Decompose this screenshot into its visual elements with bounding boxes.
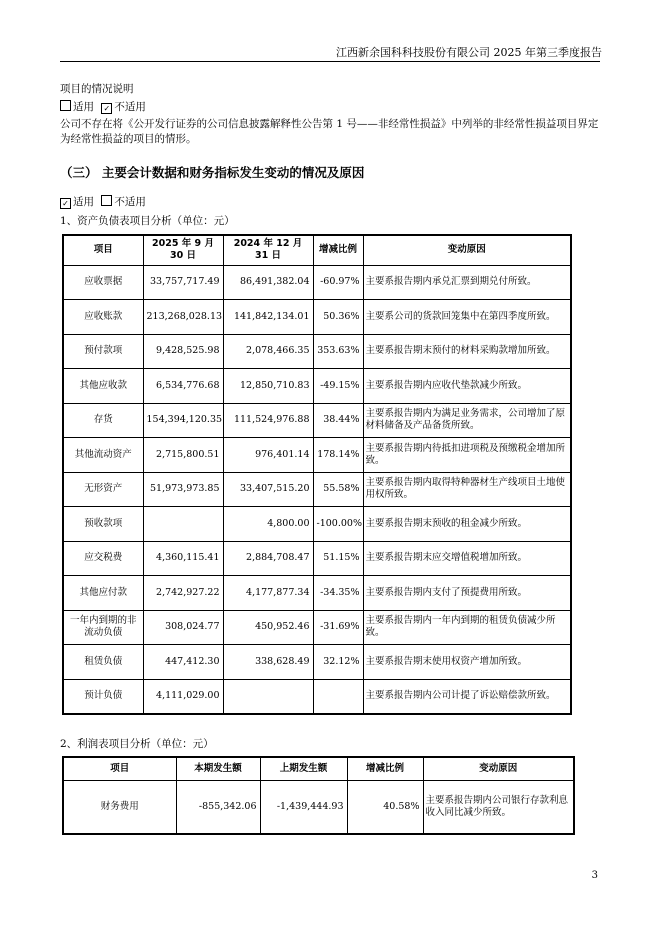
col-header-change: 增减比例 <box>313 235 363 265</box>
cell-change: -49.15% <box>313 369 363 404</box>
cell-reason: 主要系报告期末预付的材料采购款增加所致。 <box>363 334 571 369</box>
header-divider <box>60 61 600 62</box>
cell-item: 应交税费 <box>63 541 143 576</box>
cell-prior: 2,884,708.47 <box>223 541 313 576</box>
cell-change: -31.69% <box>313 610 363 645</box>
section-title: （三） 主要会计数据和财务指标发生变动的情况及原因 <box>60 165 365 180</box>
not-apply-label: 不适用 <box>114 196 146 208</box>
cell-reason: 主要系报告期内公司银行存款利息收入同比减少所致。 <box>423 780 574 834</box>
table-row <box>63 780 574 834</box>
cell-reason: 主要系公司的货款回笼集中在第四季度所致。 <box>363 300 571 335</box>
section-apply-options <box>60 194 146 209</box>
cell-change: -34.35% <box>313 576 363 611</box>
col-header-current-period: 本期发生额 <box>176 757 260 780</box>
cell-change: -100.00% <box>313 507 363 542</box>
col-header-prior: 2024 年 12 月 31 日 <box>223 235 313 265</box>
cell-item: 财务费用 <box>63 780 176 834</box>
cell-change: 50.36% <box>313 300 363 335</box>
cell-prior: 12,850,710.83 <box>223 369 313 404</box>
checkbox-unchecked-icon[interactable] <box>101 195 112 206</box>
col-header-current: 2025 年 9 月 30 日 <box>143 235 223 265</box>
cell-prior: 4,177,877.34 <box>223 576 313 611</box>
cell-change: 38.44% <box>313 403 363 438</box>
table-row <box>63 610 571 645</box>
cell-item: 预计负债 <box>63 679 143 714</box>
cell-current: 4,360,115.41 <box>143 541 223 576</box>
cell-prior <box>223 679 313 714</box>
cell-item: 存货 <box>63 403 143 438</box>
col-header-change: 增减比例 <box>347 757 423 780</box>
table-row <box>63 507 571 542</box>
checkbox-checked-icon[interactable]: ✓ <box>60 198 71 209</box>
cell-current: 2,742,927.22 <box>143 576 223 611</box>
table-row <box>63 645 571 680</box>
intro-paragraph: 公司不存在将《公开发行证券的公司信息披露解释性公告第 1 号——非经常性损益》中列举的非经常性损益项目界定为经常性损益的项目的情形。 <box>60 118 599 145</box>
table-row <box>63 300 571 335</box>
cell-current: 213,268,028.13 <box>143 300 223 335</box>
intro-heading: 项目的情况说明 <box>60 83 134 95</box>
cell-prior: 86,491,382.04 <box>223 265 313 300</box>
table-row <box>63 438 571 473</box>
cell-item: 应收票据 <box>63 265 143 300</box>
cell-reason: 主要系报告期末使用权资产增加所致。 <box>363 645 571 680</box>
cell-reason: 主要系报告期内支付了预提费用所致。 <box>363 576 571 611</box>
balance-sheet-subtitle: 1、资产负债表项目分析（单位：元） <box>60 215 235 227</box>
checkbox-checked-icon[interactable]: ✓ <box>101 103 112 114</box>
checkbox-unchecked-icon[interactable] <box>60 100 71 111</box>
cell-current: 33,757,717.49 <box>143 265 223 300</box>
cell-item: 其他应收款 <box>63 369 143 404</box>
balance-sheet-table <box>62 234 572 715</box>
cell-item: 应收账款 <box>63 300 143 335</box>
table-row <box>63 576 571 611</box>
cell-item: 一年内到期的非流动负债 <box>63 610 143 645</box>
cell-reason: 主要系报告期内待抵扣进项税及预缴税金增加所致。 <box>363 438 571 473</box>
cell-prior: -1,439,444.93 <box>260 780 347 834</box>
cell-reason: 主要系报告期末预收的租金减少所致。 <box>363 507 571 542</box>
cell-prior: 976,401.14 <box>223 438 313 473</box>
cell-change: 40.58% <box>347 780 423 834</box>
col-header-reason: 变动原因 <box>423 757 574 780</box>
report-header-title: 江西新余国科科技股份有限公司 2025 年第三季度报告 <box>336 46 602 59</box>
cell-current: 6,534,776.68 <box>143 369 223 404</box>
income-statement-subtitle: 2、利润表项目分析（单位：元） <box>60 738 214 750</box>
cell-prior: 2,078,466.35 <box>223 334 313 369</box>
cell-prior: 4,800.00 <box>223 507 313 542</box>
cell-prior: 338,628.49 <box>223 645 313 680</box>
col-header-reason: 变动原因 <box>363 235 571 265</box>
cell-change: 178.14% <box>313 438 363 473</box>
cell-reason: 主要系报告期内取得特种器材生产线项目土地使用权所致。 <box>363 472 571 507</box>
cell-current <box>143 507 223 542</box>
cell-current: 447,412.30 <box>143 645 223 680</box>
table-row <box>63 334 571 369</box>
cell-current: 154,394,120.35 <box>143 403 223 438</box>
cell-reason: 主要系报告期内应收代垫款减少所致。 <box>363 369 571 404</box>
intro-apply-options <box>60 99 146 114</box>
table-row <box>63 541 571 576</box>
cell-item: 无形资产 <box>63 472 143 507</box>
cell-item: 其他应付款 <box>63 576 143 611</box>
cell-item: 其他流动资产 <box>63 438 143 473</box>
cell-reason: 主要系报告期内一年内到期的租赁负债减少所致。 <box>363 610 571 645</box>
cell-change: 51.15% <box>313 541 363 576</box>
col-header-item: 项目 <box>63 757 176 780</box>
col-header-item: 项目 <box>63 235 143 265</box>
apply-label: 适用 <box>73 101 94 113</box>
cell-reason: 主要系报告期末应交增值税增加所致。 <box>363 541 571 576</box>
table-row <box>63 472 571 507</box>
col-header-prior-period: 上期发生额 <box>260 757 347 780</box>
cell-current: 51,973,973.85 <box>143 472 223 507</box>
table-row <box>63 265 571 300</box>
cell-change: 353.63% <box>313 334 363 369</box>
cell-change: 32.12% <box>313 645 363 680</box>
cell-prior: 450,952.46 <box>223 610 313 645</box>
not-apply-label: 不适用 <box>114 101 146 113</box>
apply-label: 适用 <box>73 196 94 208</box>
cell-prior: 33,407,515.20 <box>223 472 313 507</box>
cell-prior: 141,842,134.01 <box>223 300 313 335</box>
income-statement-table <box>62 756 575 835</box>
table-row <box>63 369 571 404</box>
cell-reason: 主要系报告期内承兑汇票到期兑付所致。 <box>363 265 571 300</box>
cell-reason: 主要系报告期内公司计提了诉讼赔偿款所致。 <box>363 679 571 714</box>
cell-change: 55.58% <box>313 472 363 507</box>
cell-item: 预收款项 <box>63 507 143 542</box>
cell-current: -855,342.06 <box>176 780 260 834</box>
cell-current: 2,715,800.51 <box>143 438 223 473</box>
table-row <box>63 403 571 438</box>
cell-change: -60.97% <box>313 265 363 300</box>
table-row <box>63 679 571 714</box>
page-number: 3 <box>591 870 598 881</box>
cell-item: 租赁负债 <box>63 645 143 680</box>
cell-prior: 111,524,976.88 <box>223 403 313 438</box>
cell-current: 308,024.77 <box>143 610 223 645</box>
cell-current: 4,111,029.00 <box>143 679 223 714</box>
cell-item: 预付款项 <box>63 334 143 369</box>
cell-reason: 主要系报告期内为满足业务需求，公司增加了原材料储备及产品备货所致。 <box>363 403 571 438</box>
cell-current: 9,428,525.98 <box>143 334 223 369</box>
cell-change <box>313 679 363 714</box>
